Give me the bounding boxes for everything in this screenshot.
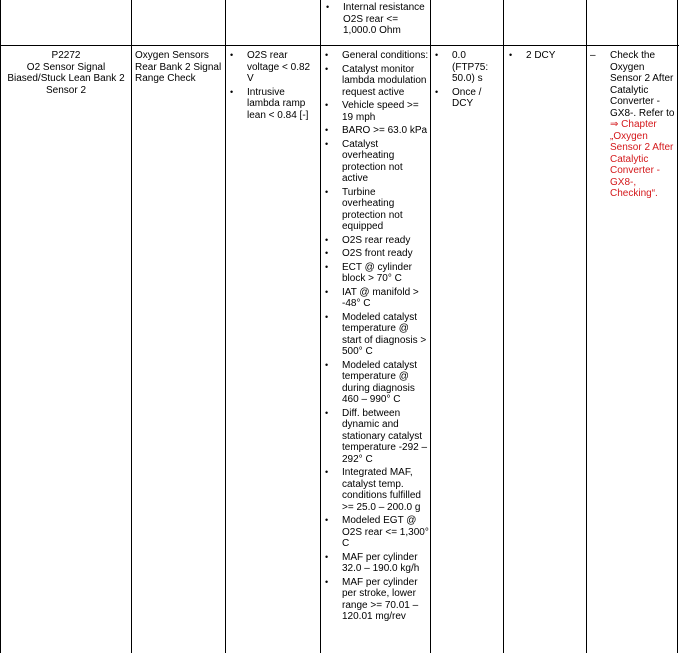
condition-item: • Catalyst overheating protection not active [322, 139, 430, 185]
grid-line [131, 0, 132, 653]
error-type-cell [135, 50, 225, 85]
threshold-item: • Intrusive lambda ramp lean < 0.84 [-] [227, 87, 319, 122]
condition-item: • BARO >= 63.0 kPa [322, 125, 430, 137]
error-type-text: Oxygen Sensors Rear Bank 2 Signal Range Check [135, 50, 222, 84]
condition-item: • Turbine overheating protection not equipped [322, 187, 430, 233]
condition-item: • MAF per cylinder per stroke, lower range >= 70.01 – 120.01 mg/rev [322, 577, 430, 623]
condition-item: • General conditions: [322, 50, 430, 62]
threshold-item: • O2S rear voltage < 0.82 V [227, 50, 319, 85]
condition-item: • Internal resistance O2S rear <= 1,000.0 Ohm [323, 2, 429, 37]
condition-item: • IAT @ manifold > -48° C [322, 287, 430, 310]
thresholds-cell [227, 50, 319, 123]
grid-line [320, 0, 321, 653]
grid-line [0, 45, 679, 46]
mil-cell [506, 50, 586, 64]
time-item: • Once / DCY [432, 87, 502, 110]
conditions-cell [322, 50, 430, 625]
chapter-link-text: „Oxygen Sensor 2 After Catalytic Converter - GX8-, Checking“. [610, 130, 674, 199]
condition-item: • MAF per cylinder 32.0 – 190.0 kg/h [322, 552, 430, 575]
dtc-description: O2 Sensor Signal Biased/Stuck Lean Bank 2 Sensor 2 [7, 61, 125, 96]
dash-mark: – [590, 50, 596, 61]
condition-item: • Modeled EGT @ O2S rear <= 1,300° C [322, 515, 430, 550]
chapter-link-word: Chapter [621, 119, 657, 130]
grid-line [430, 0, 431, 653]
condition-item: • O2S front ready [322, 248, 430, 260]
grid-line [503, 0, 504, 653]
dtc-code: P2272 [51, 50, 81, 61]
condition-item: • ECT @ cylinder block > 70° C [322, 262, 430, 285]
condition-item: • Modeled catalyst temperature @ start of diagnosis > 500° C [322, 312, 430, 358]
grid-line [586, 0, 587, 653]
arrow-icon: ⇒ [610, 119, 619, 130]
repair-cell [590, 50, 676, 200]
time-cell [432, 50, 502, 112]
condition-item: • Catalyst monitor lambda modulation request active [322, 64, 430, 99]
repair-step [590, 50, 676, 200]
condition-item: • Diff. between dynamic and stationary catalyst temperature -292 – 292° C [322, 408, 430, 466]
grid-line [225, 0, 226, 653]
repair-text: Check the Oxygen Sensor 2 After Catalytic Converter - GX8-. Refer to [610, 50, 675, 119]
grid-line [677, 0, 678, 653]
condition-item: • Integrated MAF, catalyst temp. conditions fulfilled >= 25.0 – 200.0 g [322, 467, 430, 513]
grid-line [0, 0, 1, 653]
condition-item: • O2S rear ready [322, 235, 430, 247]
chapter-link[interactable] [610, 119, 673, 199]
condition-item: • Vehicle speed >= 19 mph [322, 100, 430, 123]
top-row-conditions-cell [323, 2, 429, 39]
mil-item: • 2 DCY [506, 50, 586, 62]
condition-item: • Modeled catalyst temperature @ during diagnosis 460 – 990° C [322, 360, 430, 406]
dtc-cell [2, 50, 130, 96]
time-item: • 0.0 (FTP75: 50.0) s [432, 50, 502, 85]
